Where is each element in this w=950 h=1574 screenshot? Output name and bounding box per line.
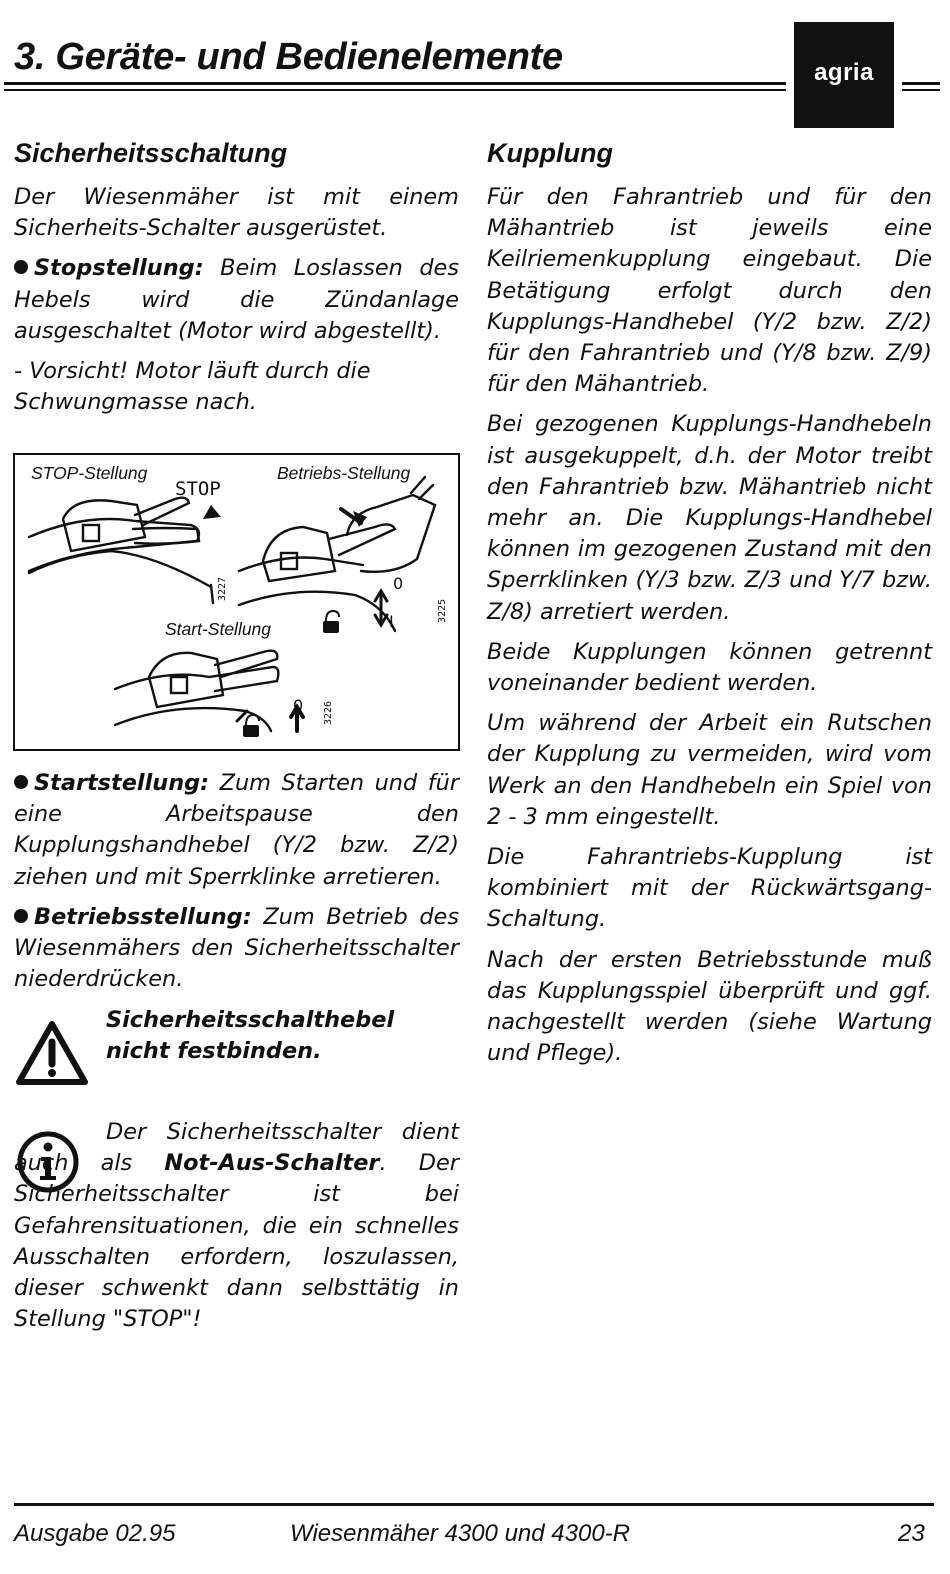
page-title: 3. Geräte- und Bedienelemente bbox=[14, 36, 563, 78]
figure-code-c: 3226 bbox=[323, 700, 334, 725]
caution-paragraph: - Vorsicht! Motor läuft durch die Schwungmasse nach. bbox=[14, 358, 371, 416]
page-number: 23 bbox=[898, 1520, 925, 1547]
clutch-paragraph: Bei gezogenen Kupplungs-Handhebeln ist ausgekuppelt, d.h. der Motor treibt den Fahrantrieb bzw. Mähantrieb nicht mehr an. Die Kupplungs-Handhebel können im gezogenen Zustand mit den Sperrklinken (Y/3 bzw. Z/3 und Y/7 bzw. Z/8) arretiert werden. bbox=[487, 411, 932, 625]
position-0-mark: 0 bbox=[393, 574, 404, 593]
footer-rule bbox=[14, 1503, 934, 1506]
safety-text bbox=[14, 182, 459, 427]
header-rule bbox=[902, 89, 940, 91]
clutch-text bbox=[487, 182, 932, 1078]
header-rule bbox=[4, 89, 786, 91]
section-heading-safety: Sicherheitsschaltung bbox=[14, 138, 288, 168]
footer-edition: Ausgabe 02.95 bbox=[14, 1520, 176, 1547]
bullet-icon bbox=[14, 260, 28, 274]
start-paragraph: Startstellung: Zum Starten und für eine Arbeitspause den Kupplungshandhebel (Y/2 bzw. Z/2) ziehen und mit Sperrklinke arretieren. bbox=[14, 770, 459, 890]
clutch-paragraph: Die Fahrantriebs-Kupplung ist kombiniert mit der Rückwärtsgang-Schaltung. bbox=[487, 844, 932, 933]
operating-position-label: Betriebs-Stellung bbox=[277, 463, 411, 483]
start-position-label: Start-Stellung bbox=[165, 619, 272, 639]
section-heading-clutch: Kupplung bbox=[487, 138, 613, 168]
figure-code-b: 3225 bbox=[437, 598, 448, 623]
bullet-icon bbox=[14, 775, 28, 789]
switch-positions-figure bbox=[13, 453, 460, 751]
clutch-paragraph: Für den Fahrantrieb und für den Mähantrieb ist jeweils eine Keilriemenkupplung eingebaut. Die Betätigung erfolgt durch den Kupplungs-Handhebel (Y/2 bzw. Z/2) für den Fahrantrieb und (Y/8 bzw. Z/9) für den Mähantrieb. bbox=[487, 184, 932, 398]
handlebar-illustration bbox=[15, 455, 458, 749]
stop-mark: STOP bbox=[175, 478, 221, 500]
header-rule bbox=[4, 82, 786, 85]
operating-paragraph: Betriebsstellung: Zum Betrieb des Wiesenmähers den Sicherheitsschalter niederdrücken. bbox=[14, 903, 459, 993]
stop-paragraph: Stopstellung: Beim Loslassen des Hebels wird die Zündanlage ausgeschaltet (Motor wird abgestellt). bbox=[14, 255, 459, 344]
agria-logo: agria bbox=[794, 22, 894, 128]
position-0-start-mark: 0 bbox=[293, 696, 304, 715]
warning-triangle-icon bbox=[16, 1020, 88, 1086]
bullet-icon bbox=[14, 909, 28, 923]
warning-text: Sicherheitsschalthebel nicht festbinden. bbox=[106, 1007, 395, 1065]
clutch-paragraph: Nach der ersten Betriebsstunde muß das Kupplungsspiel überprüft und ggf. nachgestellt werden (siehe Wartung und Pflege). bbox=[487, 946, 932, 1067]
info-text: Der Sicherheitsschalter dient auch als Not-Aus-Schalter. Der Sicherheitsschalter ist bei Gefahrensituationen, die ein schnelles Ausschalten erfordern, loszulassen, dieser schwenkt dann selbsttätig in Stellung "STOP"! bbox=[14, 1119, 459, 1333]
stop-position-label: STOP-Stellung bbox=[31, 463, 148, 483]
position-i-mark: I bbox=[389, 612, 394, 631]
clutch-paragraph: Beide Kupplungen können getrennt voneinander bedient werden. bbox=[487, 638, 932, 697]
clutch-paragraph: Um während der Arbeit ein Rutschen der Kupplung zu vermeiden, wird vom Werk an den Handhebeln ein Spiel von 2 - 3 mm eingestellt. bbox=[487, 710, 932, 830]
safety-intro: Der Wiesenmäher ist mit einem Sicherheits-Schalter ausgerüstet. bbox=[14, 184, 459, 242]
footer-model: Wiesenmäher 4300 und 4300-R bbox=[290, 1520, 630, 1547]
header-rule bbox=[902, 82, 940, 85]
positions-text bbox=[14, 768, 459, 1004]
figure-code-a: 3227 bbox=[217, 576, 228, 601]
